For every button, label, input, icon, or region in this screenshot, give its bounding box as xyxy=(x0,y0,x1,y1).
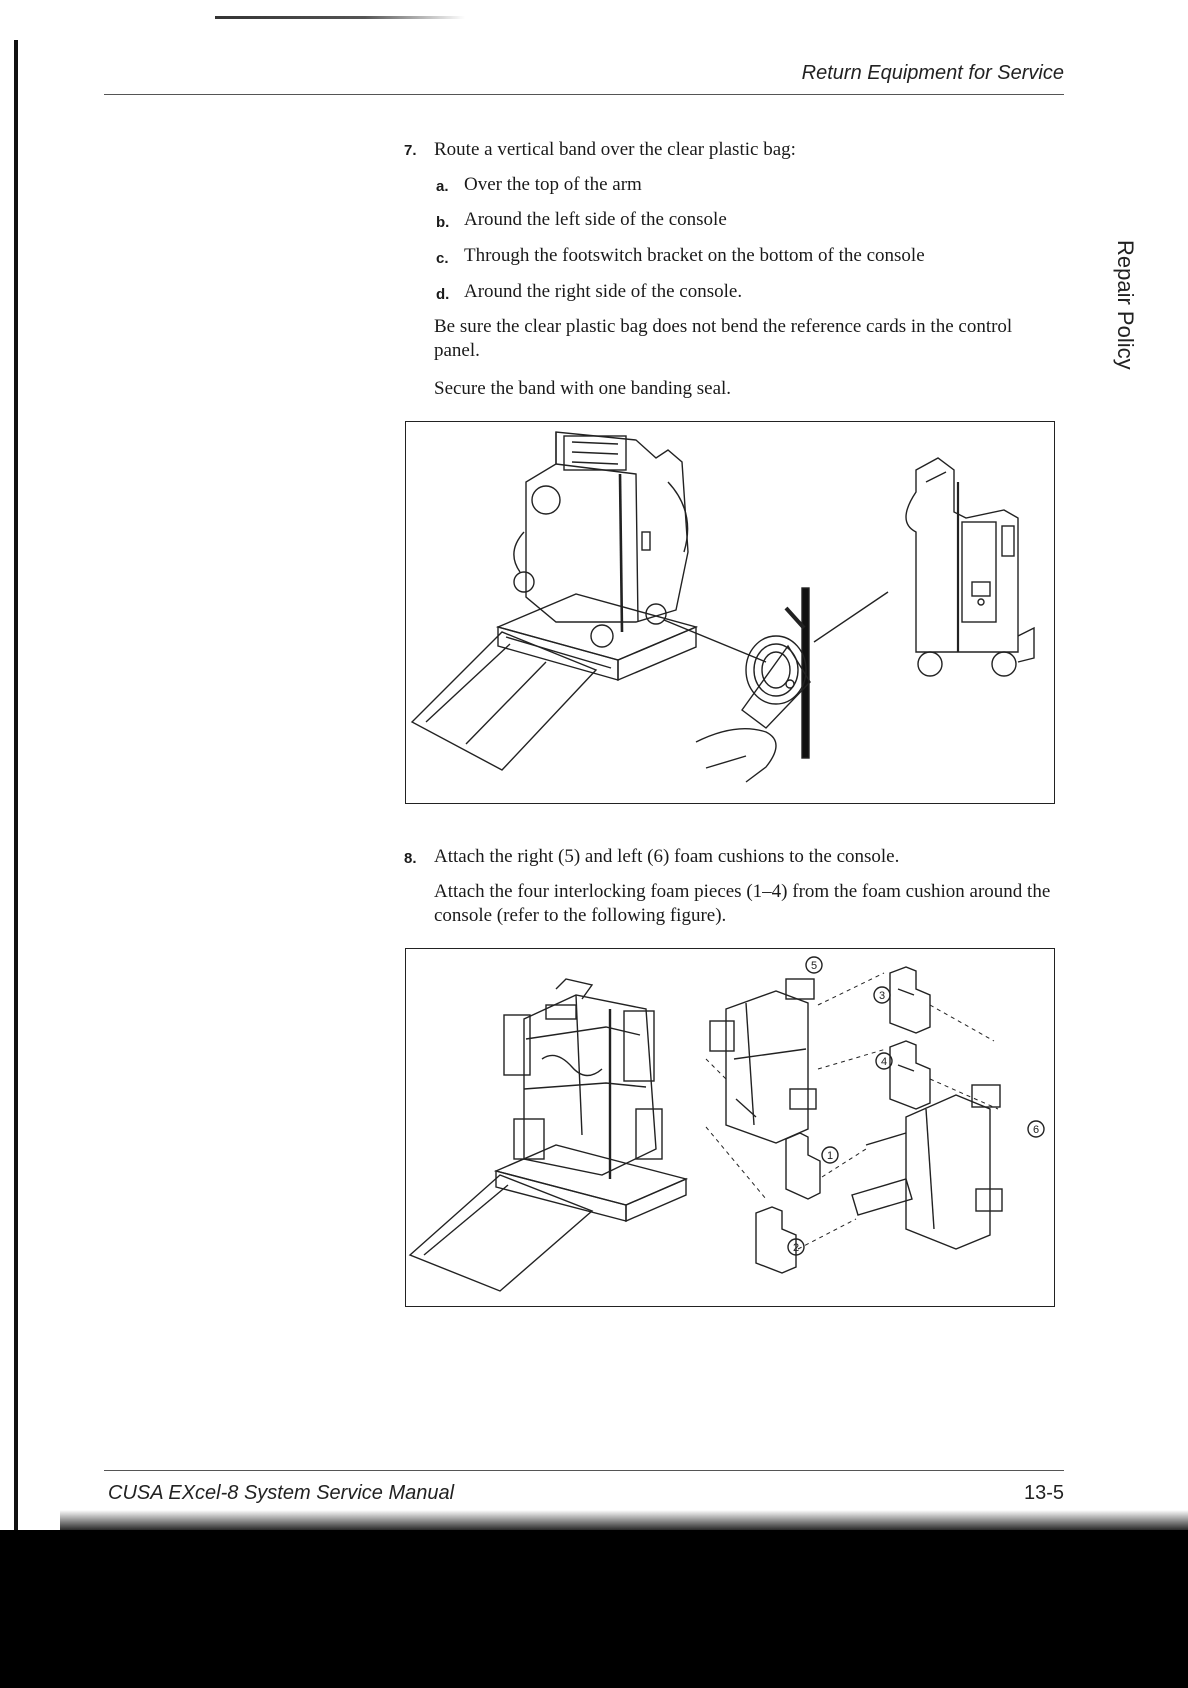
callout-5 xyxy=(806,957,822,973)
foam-piece-6-drawing xyxy=(852,1085,1002,1249)
pallet-drawing xyxy=(498,594,696,680)
substep-d-text: Around the right side of the console. xyxy=(464,281,743,302)
console-foam-assembled-drawing xyxy=(504,979,662,1179)
section-tab: Repair Policy xyxy=(1113,240,1138,370)
callout-2 xyxy=(788,1239,804,1255)
svg-text:6: 6 xyxy=(1032,1124,1040,1136)
substep-b-letter: b. xyxy=(436,214,450,231)
step-8-number: 8. xyxy=(404,850,417,867)
substep-a-text: Over the top of the arm xyxy=(464,174,642,195)
scan-edge-left xyxy=(14,40,18,1540)
substep-c-letter: c. xyxy=(436,250,449,267)
banding-figure xyxy=(405,421,1055,804)
foam-piece-3-drawing xyxy=(890,967,930,1033)
header-rule xyxy=(104,94,1064,95)
svg-text:5: 5 xyxy=(810,960,818,972)
pallet-ramp-drawing xyxy=(412,632,596,770)
substep-b-text: Around the left side of the console xyxy=(464,209,727,230)
footer-rule xyxy=(104,1470,1064,1471)
scan-dark-band xyxy=(0,1530,1188,1688)
svg-text:4: 4 xyxy=(880,1056,888,1068)
foam-cushion-figure xyxy=(405,948,1055,1307)
callout-6 xyxy=(1028,1121,1044,1137)
figure-callouts xyxy=(788,957,1044,1255)
scan-smudge-top xyxy=(215,16,465,19)
banding-tool-drawing xyxy=(696,588,810,782)
step-7-note: Be sure the clear plastic bag does not bend the reference cards in the control panel. xyxy=(434,316,1013,361)
substep-d-letter: d. xyxy=(436,286,450,303)
console-side-view-drawing xyxy=(906,458,1034,676)
callout-1 xyxy=(822,1147,838,1163)
svg-text:3: 3 xyxy=(878,990,886,1002)
foam-piece-1-drawing xyxy=(786,1133,820,1199)
pallet-ramp-drawing-2 xyxy=(410,1145,686,1291)
substep-c-text: Through the footswitch bracket on the bottom of the console xyxy=(464,245,925,266)
foam-piece-4-drawing xyxy=(890,1041,930,1109)
step-7-text: Route a vertical band over the clear plastic bag: xyxy=(434,139,796,160)
step-7-number: 7. xyxy=(404,142,417,159)
page-number: 13-5 xyxy=(1023,1482,1064,1504)
step-8-text: Attach the right (5) and left (6) foam cushions to the console. xyxy=(434,846,900,867)
svg-text:1: 1 xyxy=(826,1150,834,1162)
step-7-secure: Secure the band with one banding seal. xyxy=(434,378,732,399)
callout-3 xyxy=(874,987,890,1003)
step-8-note: Attach the four interlocking foam pieces (1–4) from the foam cushion around the console (refer to the following figure). xyxy=(434,881,1051,926)
running-header: Return Equipment for Service xyxy=(801,62,1064,84)
foam-piece-2-drawing xyxy=(756,1207,796,1273)
console-bagged-drawing xyxy=(514,432,688,647)
foam-piece-5-drawing xyxy=(710,979,816,1143)
substep-a-letter: a. xyxy=(436,178,449,195)
svg-text:2: 2 xyxy=(792,1242,800,1254)
footer-manual-title: CUSA EXcel-8 System Service Manual xyxy=(108,1482,455,1504)
